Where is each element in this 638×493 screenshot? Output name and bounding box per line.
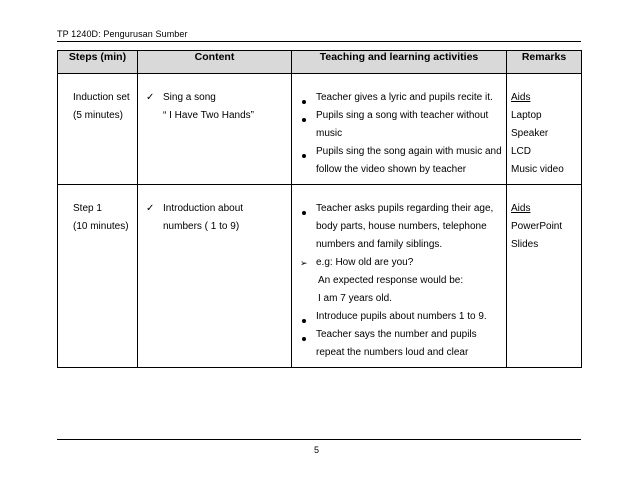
remarks-heading: Aids (511, 92, 531, 103)
activity-line: Pupils sing the song again with music and (316, 146, 502, 157)
checkmark-icon: ✓ (146, 92, 155, 103)
bullet-icon (302, 114, 306, 126)
remarks-cell (507, 185, 582, 368)
bullet-icon (302, 150, 306, 162)
step-cell (58, 185, 138, 368)
step-name: Induction set (73, 92, 130, 103)
activities-cell (292, 185, 507, 368)
activity-line: Teacher gives a lyric and pupils recite it. (316, 92, 493, 103)
remarks-item: Music video (511, 164, 564, 175)
bullet-icon (302, 315, 306, 327)
activity-line: numbers and family siblings. (316, 239, 443, 250)
document-header: TP 1240D: Pengurusan Sumber (57, 29, 188, 39)
activity-line: e.g: How old are you? (316, 257, 414, 268)
header-divider (57, 41, 581, 42)
activity-line: Teacher asks pupils regarding their age, (316, 203, 494, 214)
activity-line: body parts, house numbers, telephone (316, 221, 487, 232)
activity-line: Teacher says the number and pupils (316, 329, 477, 340)
step-name: Step 1 (73, 203, 102, 214)
content-cell (138, 74, 292, 185)
activity-line: music (316, 128, 343, 139)
bullet-icon (302, 96, 306, 108)
step-duration: (10 minutes) (73, 221, 129, 232)
activity-line: repeat the numbers loud and clear (316, 347, 469, 358)
content-cell (138, 185, 292, 368)
step-cell (58, 74, 138, 185)
table-row (58, 74, 582, 185)
activity-line: Introduce pupils about numbers 1 to 9. (316, 311, 487, 322)
checkmark-icon: ✓ (146, 203, 155, 214)
column-header-content: Content (138, 51, 292, 74)
remarks-item: LCD (511, 146, 532, 157)
bullet-icon (302, 333, 306, 345)
activity-line: follow the video shown by teacher (316, 164, 467, 175)
step-duration: (5 minutes) (73, 110, 124, 121)
remarks-item: PowerPoint (511, 221, 563, 232)
arrow-bullet-icon: ➢ (300, 258, 308, 268)
column-header-activities: Teaching and learning activities (292, 51, 507, 74)
footer-divider (57, 439, 581, 440)
content-item: numbers ( 1 to 9) (163, 221, 240, 232)
remarks-cell (507, 74, 582, 185)
activity-line: Pupils sing a song with teacher without (316, 110, 489, 121)
activity-line: I am 7 years old. (318, 293, 392, 304)
table-header-row (58, 51, 582, 74)
page-number: 5 (314, 445, 320, 455)
remarks-item: Laptop (511, 110, 542, 121)
remarks-item: Slides (511, 239, 539, 250)
table-row (58, 185, 582, 368)
content-item: Introduction about (163, 203, 244, 214)
remarks-heading: Aids (511, 203, 531, 214)
column-header-steps: Steps (min) (58, 51, 138, 74)
bullet-icon (302, 207, 306, 219)
remarks-item: Speaker (511, 128, 549, 139)
content-item: Sing a song (163, 92, 216, 103)
activities-cell (292, 74, 507, 185)
lesson-plan-table (57, 50, 582, 368)
activity-line: An expected response would be: (318, 275, 464, 286)
content-item: “ I Have Two Hands” (163, 110, 254, 121)
column-header-remarks: Remarks (507, 51, 582, 74)
